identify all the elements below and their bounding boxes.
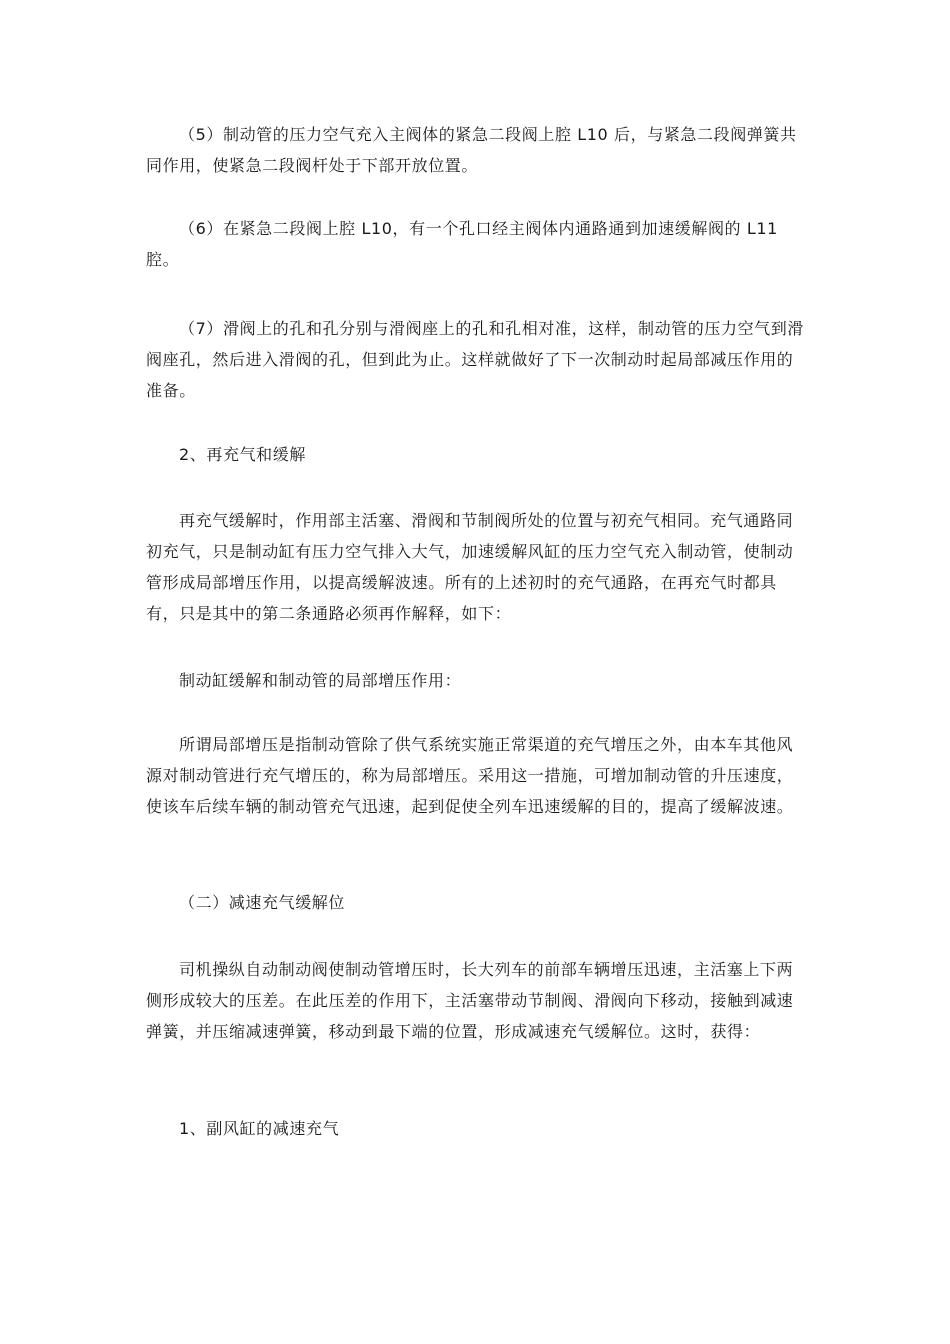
section-heading-slow-charge-release: （二）减速充气缓解位 [179, 893, 346, 912]
paragraph-local-boost: 所谓局部增压是指制动管除了供气系统实施正常渠道的充气增压之外，由本车其他风源对制动管进行充气增压的，称为局部增压。采用这一措施，可增加制动管的升压速度，使该车后续车辆的制动管充气迅速，起到促使全列车迅速缓解的目的，提高了缓解波速。 [146, 735, 794, 816]
paragraph-recharge-release: 再充气缓解时，作用部主活塞、滑阀和节制阀所处的位置与初充气相同。充气通路同初充气，只是制动缸有压力空气排入大气，加速缓解风缸的压力空气充入制动管，使制动管形成局部增压作用，以提高缓解波速。所有的上述初时的充气通路，在再充气时都具有，只是其中的第二条通路必须再作解释，如下： [146, 511, 794, 623]
paragraph-5-emergency-valve: （5）制动管的压力空气充入主阀体的紧急二段阀上腔 L10 后，与紧急二段阀弹簧共同作用，使紧急二段阀杆处于下部开放位置。 [146, 125, 797, 175]
section-heading-aux-reservoir: 1、副风缸的减速充气 [179, 1119, 340, 1138]
paragraph-6-emergency-chamber: （6）在紧急二段阀上腔 L10，有一个孔口经主阀体内通路通到加速缓解阀的 L11 腔。 [146, 219, 778, 269]
paragraph-slow-charge-release: 司机操纵自动制动阀使制动管增压时，长大列车的前部车辆增压迅速，主活塞上下两侧形成较大的压差。在此压差的作用下，主活塞带动节制阀、滑阀向下移动，接触到减速弹簧，并压缩减速弹簧，移动到最下端的位置，形成减速充气缓解位。这时，获得： [146, 960, 794, 1041]
section-heading-recharge-release: 2、再充气和缓解 [179, 445, 306, 464]
paragraph-7-slide-valve: （7）滑阀上的孔和孔分别与滑阀座上的孔和孔相对准，这样，制动管的压力空气到滑阀座孔，然后进入滑阀的孔，但到此为止。这样就做好了下一次制动时起局部减压作用的准备。 [146, 319, 804, 400]
section-heading-local-boost: 制动缸缓解和制动管的局部增压作用： [179, 671, 462, 690]
